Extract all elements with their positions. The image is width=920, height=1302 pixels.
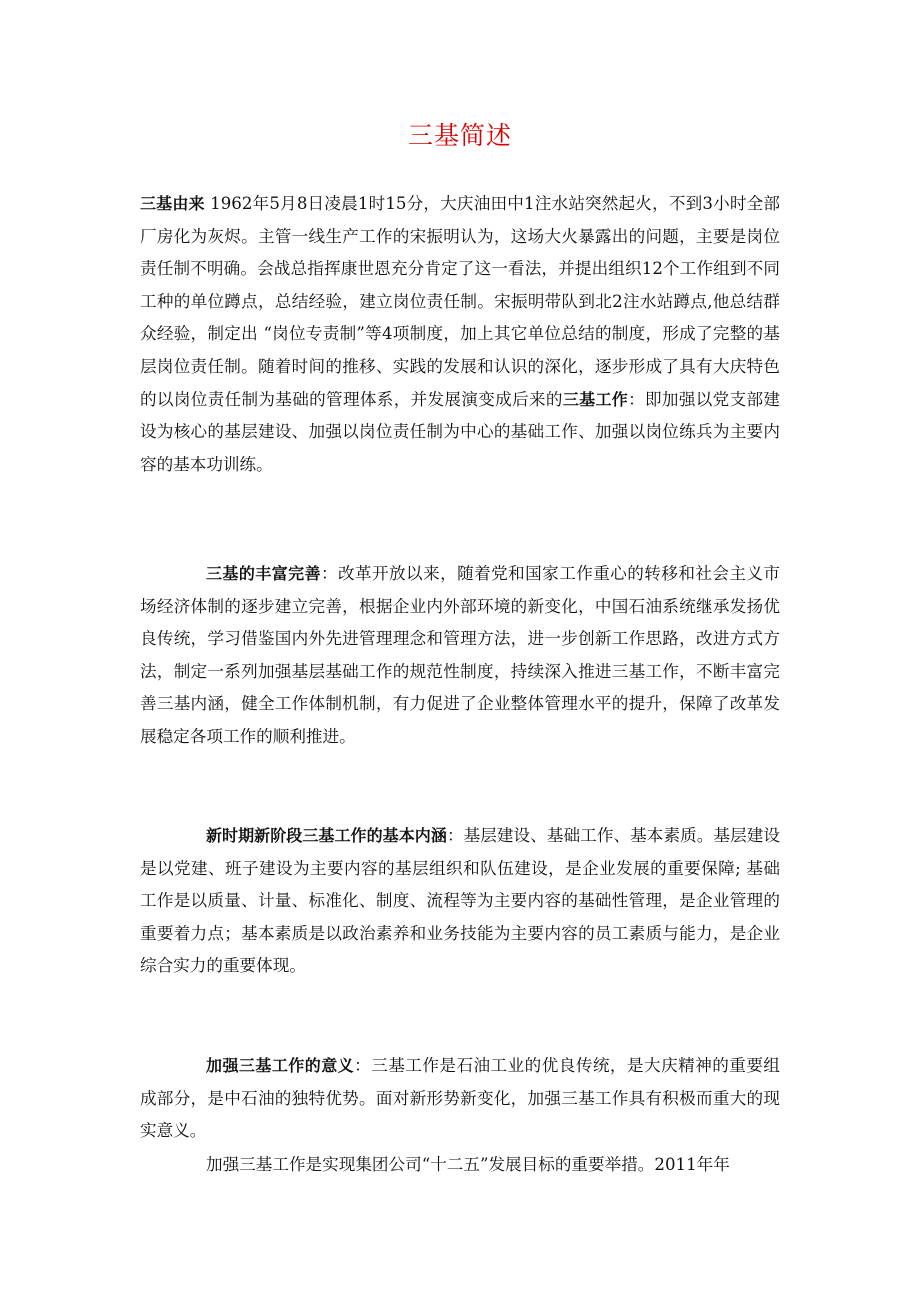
paragraph-origin xyxy=(140,188,780,481)
paragraph-enrichment-text: ：改革开放以来，随着党和国家工作重心的转移和社会主义市场经济体制的逐步建立完善，根据企业内外部环境的新变化，中国石油系统继承发扬优良传统，学习借鉴国内外先进管理理念和管理方法，进一步创新工作思路，改进方式方法，制定一系列加强基层基础工作的规范性制度，持续深入推进三基工作，不断丰富完善三基内涵，健全工作体制机制，有力促进了企业整体管理水平的提升，保障了改革发展稳定各项工作的顺利推进。 xyxy=(140,564,780,746)
paragraph-connotation-heading: 新时期新阶段三基工作的基本内涵 xyxy=(206,826,447,845)
paragraph-origin-bold-term: 三基工作 xyxy=(562,389,629,409)
paragraph-enrichment-heading: 三基的丰富完善 xyxy=(206,564,321,583)
paragraph-enrichment xyxy=(140,558,780,754)
paragraph-measures-text: 加强三基工作是实现集团公司“十二五”发展目标的重要举措。2011年年 xyxy=(206,1155,730,1174)
document-title: 三基简述 xyxy=(407,121,512,150)
paragraph-origin-text-a: 1962年5月8日凌晨1时15分，大庆油田中1注水站突然起火，不到3小时全部厂房化为灰烬。主管一线生产工作的宋振明认为，这场大火暴露出的问题，主要是岗位责任制不明确。会战总指挥康世恩充分肯定了这一看法，并提出组织12个工作组到不同工种的单位蹲点，总结经验，建立岗位责任制。宋振明带队到北2注水站蹲点,他总结群众经验，制定出 “岗位专责制”等4项制度，加上其它单位总结的制度，形成了完整的基层岗位责任制。随着时间的推移、实践的发展和认识的深化，逐步形成了具有大庆特色的以岗位责任制为基础的管理体系，并发展演变成后来的 xyxy=(140,194,780,409)
paragraph-origin-heading: 三基由来 xyxy=(140,194,205,213)
paragraph-significance-heading: 加强三基工作的意义 xyxy=(206,1056,355,1075)
paragraph-connotation xyxy=(140,820,780,983)
paragraph-significance-text: ：三基工作是石油工业的优良传统，是大庆精神的重要组成部分，是中石油的独特优势。面对新形势新变化，加强三基工作具有积极而重大的现实意义。 xyxy=(140,1056,780,1141)
paragraph-connotation-text: ：基层建设、基础工作、基本素质。基层建设是以党建、班子建设为主要内容的基层组织和队伍建设，是企业发展的重要保障; 基础工作是以质量、计量、标准化、制度、流程等为主要内容的基础性管理，是企业管理的重要着力点；基本素质是以政治素养和业务技能为主要内容的员工素质与能力，是企业综合实力的重要体现。 xyxy=(140,826,780,976)
paragraph-origin-text-b: ：即加强以党支部建设为核心的基层建设、加强以岗位责任制为中心的基础工作、加强以岗位练兵为主要内容的基本功训练。 xyxy=(140,389,781,474)
paragraph-measures xyxy=(140,1149,780,1182)
paragraph-significance xyxy=(140,1050,780,1148)
